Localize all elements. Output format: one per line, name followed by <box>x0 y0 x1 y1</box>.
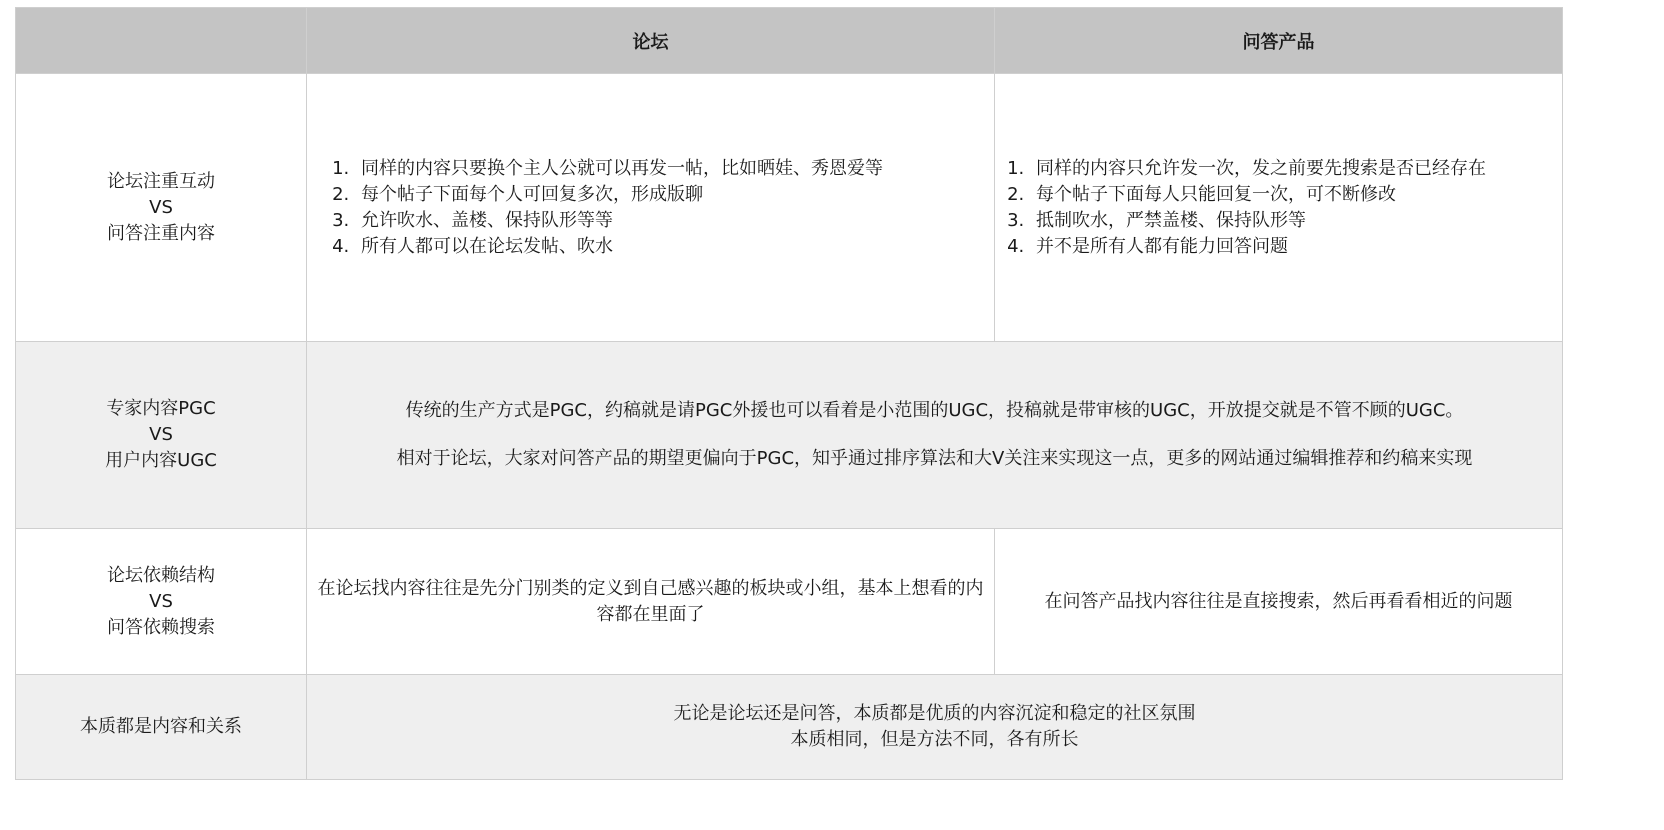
paragraph: 相对于论坛，大家对问答产品的期望更偏向于PGC，知乎通过排序算法和大V关注来实现这一点，更多的网站通过编辑推荐和约稿来实现 <box>396 448 1473 469</box>
table-row <box>16 74 1563 342</box>
list-item: 1. 同样的内容只要换个主人公就可以再发一帖，比如晒娃、秀恩爱等 <box>355 156 994 182</box>
header-qa: 问答产品 <box>995 8 1563 74</box>
paragraph: 无论是论坛还是问答，本质都是优质的内容沉淀和稳定的社区氛围 <box>673 703 1196 724</box>
comparison-table <box>15 7 1563 780</box>
row-label-line: 论坛注重互动 <box>107 170 215 192</box>
row-label-line: VS <box>149 424 173 445</box>
row-label-line: 问答依赖搜索 <box>107 616 215 638</box>
qa-points-list <box>995 156 1562 260</box>
table-row <box>16 675 1563 780</box>
paragraph: 本质相同，但是方法不同，各有所长 <box>790 729 1079 750</box>
row-label-line: 专家内容PGC <box>106 398 216 419</box>
row-label <box>16 74 307 342</box>
forum-points-list <box>307 156 994 260</box>
list-item: 4. 并不是所有人都有能力回答问题 <box>1030 234 1562 260</box>
forum-cell: 在论坛找内容往往是先分门别类的定义到自己感兴趣的板块或小组，基本上想看的内容都在里面了 <box>307 529 995 675</box>
list-item: 3. 允许吹水、盖楼、保持队形等等 <box>355 208 994 234</box>
header-corner <box>16 8 307 74</box>
list-item: 4. 所有人都可以在论坛发帖、吹水 <box>355 234 994 260</box>
merged-cell <box>307 675 1563 780</box>
row-label <box>16 342 307 529</box>
row-label-line: 问答注重内容 <box>107 222 215 244</box>
row-label-line: 用户内容UGC <box>105 450 217 471</box>
row-label-line: VS <box>149 196 173 218</box>
header-forum: 论坛 <box>307 8 995 74</box>
table-row <box>16 529 1563 675</box>
merged-cell <box>307 342 1563 529</box>
list-item: 2. 每个帖子下面每个人可回复多次，形成版聊 <box>355 182 994 208</box>
table-header-row <box>16 8 1563 74</box>
paragraph: 传统的生产方式是PGC，约稿就是请PGC外援也可以看着是小范围的UGC，投稿就是带审核的UGC，开放提交就是不管不顾的UGC。 <box>405 400 1464 421</box>
qa-cell: 在问答产品找内容往往是直接搜索，然后再看看相近的问题 <box>995 529 1563 675</box>
list-item: 2. 每个帖子下面每人只能回复一次，可不断修改 <box>1030 182 1562 208</box>
qa-cell <box>995 74 1563 342</box>
list-item: 3. 抵制吹水，严禁盖楼、保持队形等 <box>1030 208 1562 234</box>
table-row <box>16 342 1563 529</box>
row-label <box>16 529 307 675</box>
row-label-line: 论坛依赖结构 <box>107 564 215 586</box>
row-label <box>16 675 307 780</box>
forum-cell <box>307 74 995 342</box>
row-label-line: VS <box>149 590 173 612</box>
list-item: 1. 同样的内容只允许发一次，发之前要先搜索是否已经存在 <box>1030 156 1562 182</box>
row-label-line: 本质都是内容和关系 <box>80 716 242 737</box>
